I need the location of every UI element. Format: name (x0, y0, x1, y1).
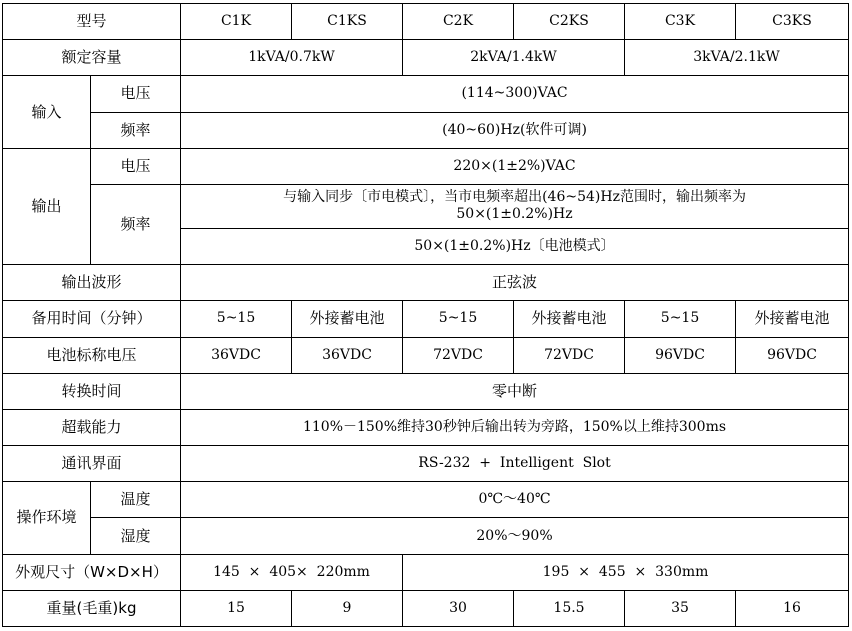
battery-voltage-c1ks: 36VDC (292, 337, 403, 373)
battery-voltage-label: 电池标称电压 (3, 337, 181, 373)
spec-table (2, 3, 849, 627)
temperature-value: 0℃～40℃ (181, 482, 849, 518)
backup-time-c1ks: 外接蓄电池 (292, 301, 403, 337)
weight-c1k: 15 (181, 590, 292, 626)
input-frequency-value: (40~60)Hz(软件可调) (181, 112, 849, 148)
battery-voltage-c3k: 96VDC (625, 337, 736, 373)
row-dimensions (3, 554, 849, 590)
transfer-time-label: 转换时间 (3, 373, 181, 409)
rated-capacity-label: 额定容量 (3, 40, 181, 76)
overload-label: 超载能力 (3, 409, 181, 445)
output-voltage-value: 220×(1±2%)VAC (181, 148, 849, 184)
row-output-frequency-line (3, 184, 849, 228)
weight-label: 重量(毛重)kg (3, 590, 181, 626)
dimensions-1k: 145 × 405× 220mm (181, 554, 403, 590)
row-input-frequency (3, 112, 849, 148)
waveform-value: 正弦波 (181, 265, 849, 301)
battery-voltage-c2ks: 72VDC (514, 337, 625, 373)
row-input-voltage (3, 76, 849, 112)
row-output-voltage (3, 148, 849, 184)
weight-c3ks: 16 (736, 590, 849, 626)
humidity-value: 20%～90% (181, 518, 849, 554)
model-c2ks: C2KS (514, 4, 625, 40)
battery-voltage-c2k: 72VDC (403, 337, 514, 373)
output-voltage-label: 电压 (91, 148, 181, 184)
weight-c2ks: 15.5 (514, 590, 625, 626)
input-label: 输入 (3, 76, 91, 148)
output-frequency-label: 频率 (91, 184, 181, 264)
rated-capacity-2k: 2kVA/1.4kW (403, 40, 625, 76)
battery-voltage-c1k: 36VDC (181, 337, 292, 373)
row-communication (3, 446, 849, 482)
environment-label: 操作环境 (3, 482, 91, 554)
communication-label: 通讯界面 (3, 446, 181, 482)
rated-capacity-3k: 3kVA/2.1kW (625, 40, 849, 76)
input-frequency-label: 频率 (91, 112, 181, 148)
output-frequency-line-mode (181, 184, 849, 228)
model-c1k: C1K (181, 4, 292, 40)
row-battery-voltage (3, 337, 849, 373)
model-c2k: C2K (403, 4, 514, 40)
dimensions-2k-3k: 195 × 455 × 330mm (403, 554, 849, 590)
backup-time-c2ks: 外接蓄电池 (514, 301, 625, 337)
weight-c2k: 30 (403, 590, 514, 626)
model-c1ks: C1KS (292, 4, 403, 40)
output-label: 输出 (3, 148, 91, 265)
weight-c1ks: 9 (292, 590, 403, 626)
dimensions-label: 外观尺寸（W×D×H） (3, 554, 181, 590)
output-frequency-battery-mode: 50×(1±0.2%)Hz〔电池模式〕 (181, 229, 849, 265)
battery-voltage-c3ks: 96VDC (736, 337, 849, 373)
row-weight (3, 590, 849, 626)
temperature-label: 温度 (91, 482, 181, 518)
row-humidity (3, 518, 849, 554)
overload-value: 110%－150%维持30秒钟后输出转为旁路，150%以上维持300ms (181, 409, 849, 445)
communication-value: RS-232 + Intelligent Slot (181, 446, 849, 482)
output-frequency-line-2: 50×(1±0.2%)Hz (456, 206, 573, 223)
backup-time-c3k: 5~15 (625, 301, 736, 337)
humidity-label: 湿度 (91, 518, 181, 554)
weight-c3k: 35 (625, 590, 736, 626)
model-c3k: C3K (625, 4, 736, 40)
backup-time-c2k: 5~15 (403, 301, 514, 337)
row-rated-capacity (3, 40, 849, 76)
row-transfer-time (3, 373, 849, 409)
row-waveform (3, 265, 849, 301)
transfer-time-value: 零中断 (181, 373, 849, 409)
output-frequency-line-1: 与输入同步〔市电模式〕，当市电频率超出(46~54)Hz范围时，输出频率为 (283, 189, 746, 206)
rated-capacity-1k: 1kVA/0.7kW (181, 40, 403, 76)
row-temperature (3, 482, 849, 518)
model-label: 型号 (3, 4, 181, 40)
backup-time-c3ks: 外接蓄电池 (736, 301, 849, 337)
backup-time-c1k: 5~15 (181, 301, 292, 337)
row-overload (3, 409, 849, 445)
model-c3ks: C3KS (736, 4, 849, 40)
input-voltage-label: 电压 (91, 76, 181, 112)
input-voltage-value: (114~300)VAC (181, 76, 849, 112)
row-model (3, 4, 849, 40)
backup-time-label: 备用时间（分钟） (3, 301, 181, 337)
row-backup-time (3, 301, 849, 337)
waveform-label: 输出波形 (3, 265, 181, 301)
